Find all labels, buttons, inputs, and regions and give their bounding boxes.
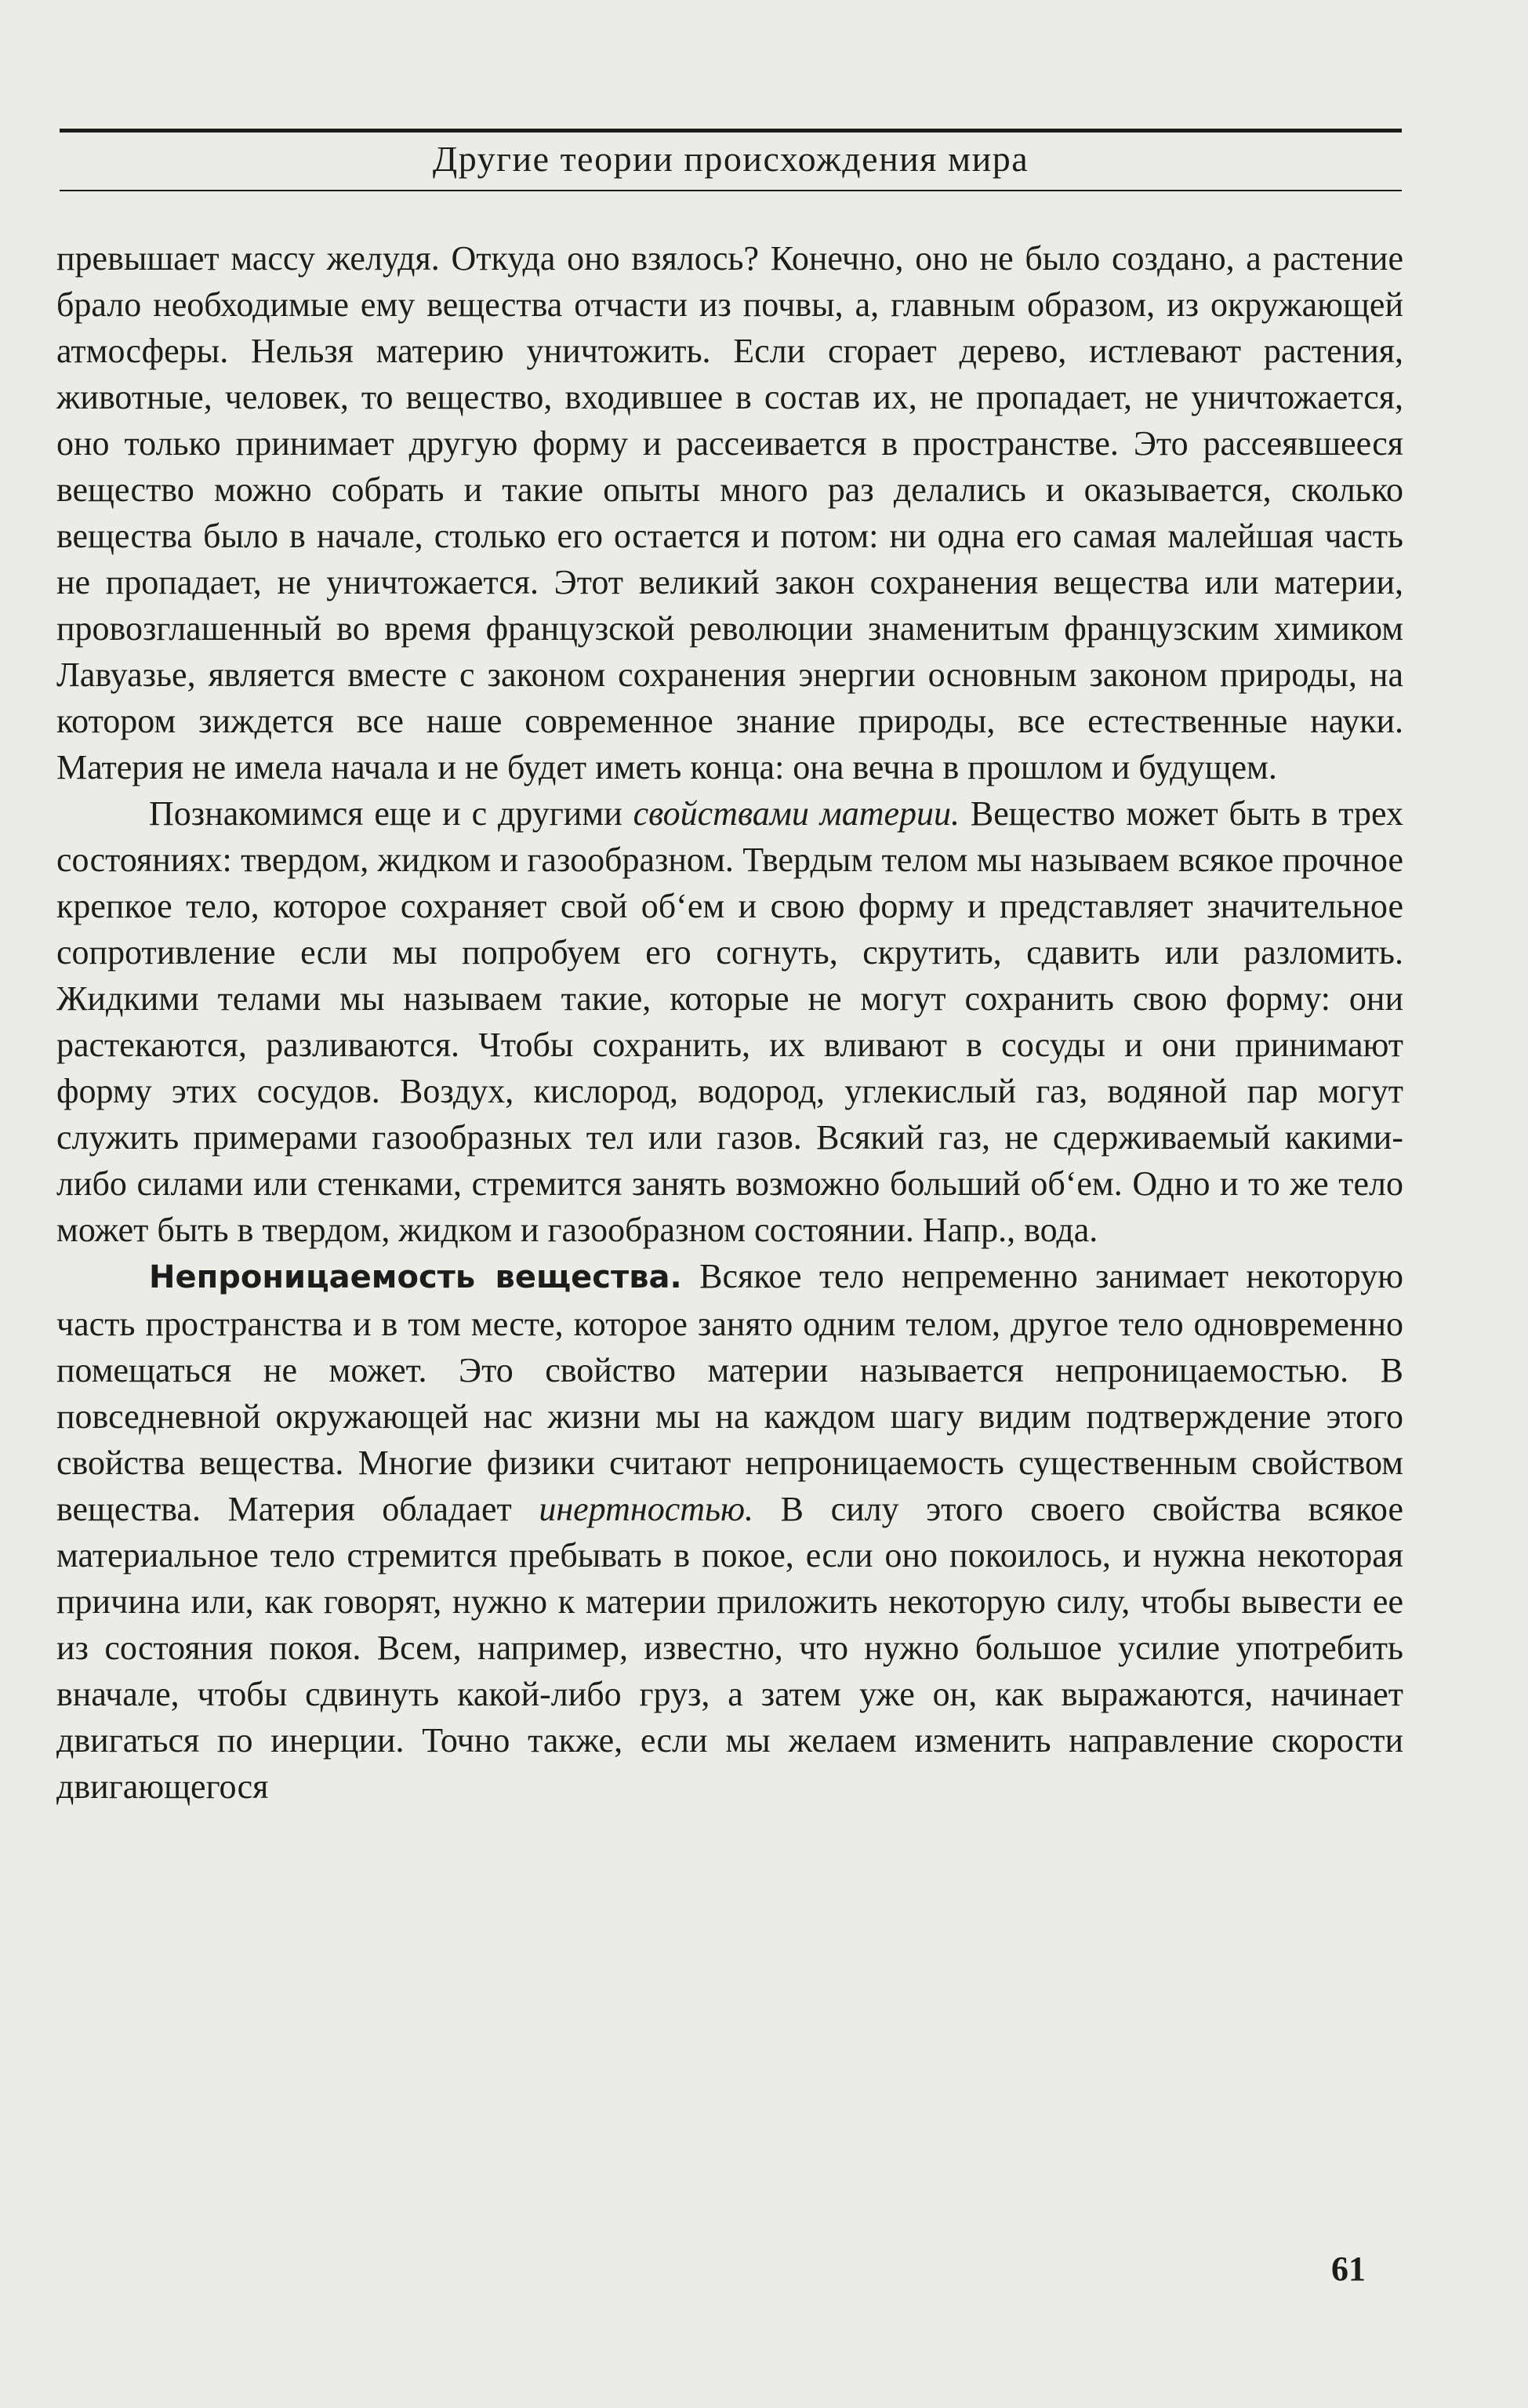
header-bottom-rule [60,190,1402,191]
paragraph-1: превышает массу желудя. Откуда оно взялось? Конечно, оно не было создано, а растение брало необходимые ему вещества отчасти из почвы, а, главным образом, из окружающей атмосферы. Нельзя материю уничтожить. Если сгорает дерево, истлевают растения, животные, человек, то вещество, входившее в состав их, не пропадает, не уничтожается, оно только принимает другую форму и рассеивается в пространстве. Это рассеявшееся вещество можно собрать и такие опыты много раз делались и оказывается, сколько вещества было в начале, столько его остается и потом: ни одна его самая малейшая часть не пропадает, не уничтожается. Этот великий закон сохранения вещества или материи, провозглашенный во время французской революции знаменитым французским химиком Лавуазье, является вместе с законом сохранения энергии основным законом природы, на котором зиждется все наше современное знание природы, все естественные науки. Материя не имела начала и не будет иметь конца: она вечна в прошлом и будущем. [56,239,1403,786]
header-top-rule [60,129,1402,133]
body-text [56,235,1403,1810]
page-number: 61 [1331,2250,1366,2288]
paragraph-2 [56,790,1403,1253]
running-head: Другие теории происхождения мира [432,139,1029,179]
paragraph-2-start: Познакомимся еще и с другими [149,794,633,833]
emphasis-inertia: инертностью. [539,1490,754,1528]
paragraph-2-end: Вещество может быть в трех состояниях: твердом, жидком и газообразном. Твердым телом мы называем всякое прочное крепкое тело, которое сохраняет свой об‘ем и свою форму и представляет значительное сопротивление если мы попробуем его согнуть, скрутить, сдавить или разломить. Жидкими телами мы называем такие, которые не могут сохранить свою форму: они растекаются, разливаются. Чтобы сохранить, их вливают в сосуды и они принимают форму этих сосудов. Воздух, кислород, водород, углекислый газ, водяной пар могут служить примерами газообразных тел или газов. Всякий газ, не сдерживаемый какими-либо силами или стенками, стремится занять возможно больший об‘ем. Одно и то же тело может быть в твердом, жидком и газообразном состоянии. Напр., вода. [56,794,1403,1249]
emphasis-properties-of-matter: свойствами материи. [633,794,960,833]
section-run-in-heading: Непроницаемость вещества. [149,1259,682,1295]
paragraph-3-part-b: В силу этого своего свойства всякое материальное тело стремится пребывать в покое, если оно покоилось, и нужна некоторая причина или, как говорят, нужно к материи приложить некоторую силу, чтобы вывести ее из состояния покоя. Всем, например, известно, что нужно большое усилие употребить вначале, чтобы сдвинуть какой-либо груз, а затем уже он, как выражаются, начинает двигаться по инерции. Точно также, если мы желаем изменить направление скорости двигающегося [56,1490,1403,1806]
paragraph-3-part-a: Всякое тело непременно занимает некоторую часть пространства и в том месте, которое занято одним телом, другое тело одновременно помещаться не может. Это свойство материи называется непроницаемостью. В повседневной окружающей нас жизни мы на каждом шагу видим подтверждение этого свойства вещества. Многие физики считают непроницаемость существенным свойством вещества. Материя обладает [56,1257,1404,1528]
paragraph-3 [56,1253,1403,1810]
